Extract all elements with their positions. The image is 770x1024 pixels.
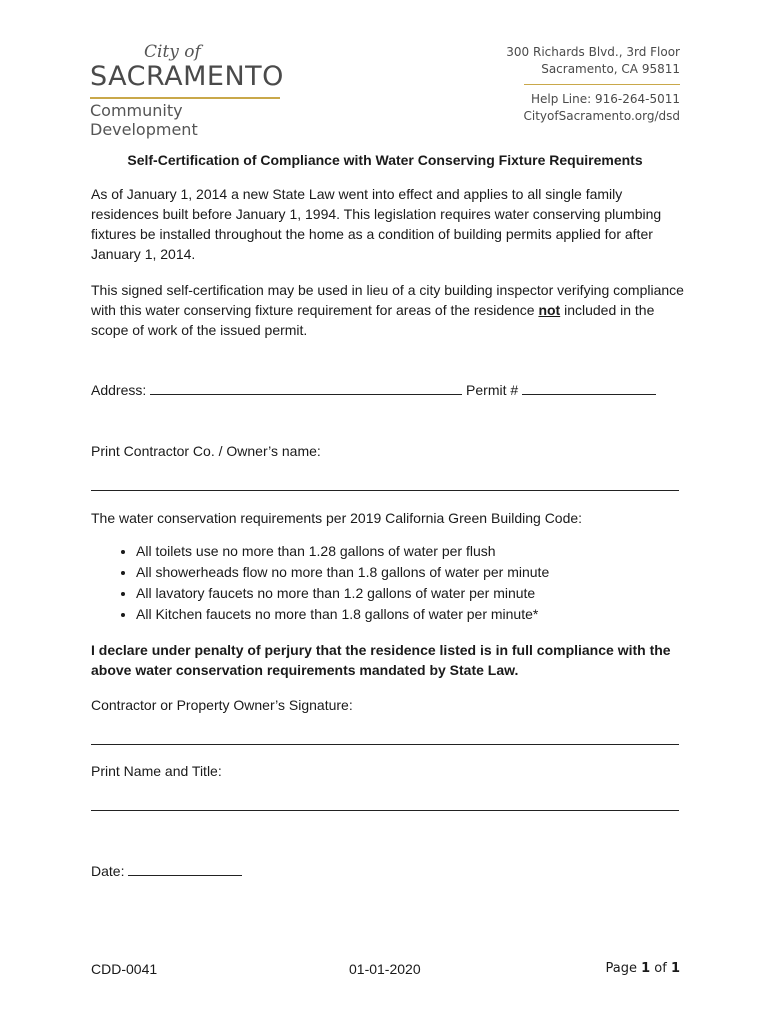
requirements-list (91, 541, 736, 625)
date-row (91, 863, 242, 879)
address-label: Address: (91, 382, 147, 398)
requirement-item: • All lavatory faucets no more than 1.2 gallons of water per minute (136, 583, 736, 604)
requirement-item: • All toilets use no more than 1.28 gallons of water per flush (136, 541, 736, 562)
revision-date: 01-01-2020 (349, 961, 421, 977)
document-title: Self-Certification of Compliance with Water Conserving Fixture Requirements (127, 152, 643, 168)
contractor-label: Print Contractor Co. / Owner’s name: (91, 443, 321, 459)
help-line: Help Line: 916-264-5011 (530, 92, 680, 106)
certification-paragraph (91, 280, 691, 340)
form-code: CDD-0041 (91, 961, 158, 977)
requirements-intro: The water conservation requirements per 2019 California Green Building Code: (91, 510, 583, 526)
page-current: 1 (641, 961, 651, 976)
contractor-name-field[interactable] (91, 490, 679, 491)
page-number (606, 961, 681, 976)
address-field[interactable] (150, 382, 462, 395)
contact-divider (524, 84, 680, 85)
requirement-item: • All showerheads flow no more than 1.8 gallons of water per minute (136, 562, 736, 583)
address-line-1: 300 Richards Blvd., 3rd Floor (506, 45, 680, 59)
permit-label: Permit # (466, 382, 519, 398)
intro-paragraph: As of January 1, 2014 a new State Law went into effect and applies to all single family residences built before January 1, 1994. This legislation requires water conserving plumbing fixtures be installed throughout the home as a condition of building permits applied for after January 1, 2014. (91, 186, 662, 262)
signature-label: Contractor or Property Owner’s Signature: (91, 697, 353, 713)
page-prefix: Page (605, 961, 642, 976)
page-total: 1 (670, 961, 680, 976)
name-title-field[interactable] (91, 810, 679, 811)
perjury-declaration: I declare under penalty of perjury that the residence listed is in full compliance with the above water conservation requirements mandated by State Law. (91, 642, 671, 678)
certification-text-start: This signed self-certification may be used in lieu of a city building inspector verifying compliance with this water conserving fixture requirement for areas of the residence (91, 282, 684, 318)
address-line-2: Sacramento, CA 95811 (541, 62, 680, 76)
contact-block (440, 44, 680, 125)
permit-number-field[interactable] (522, 382, 656, 395)
page-of: of (650, 961, 671, 976)
certification-emphasis: not (538, 302, 561, 318)
name-title-label: Print Name and Title: (91, 763, 222, 779)
date-label: Date: (91, 863, 125, 879)
date-field[interactable] (128, 863, 242, 876)
logo-divider (90, 97, 280, 99)
certification-text-end: included in the scope of work of the issued permit. (91, 302, 655, 338)
logo-city-text: City of (144, 42, 201, 62)
logo-sub-text: Community Development (90, 101, 198, 139)
signature-field[interactable] (91, 744, 679, 745)
website-link[interactable]: CityofSacramento.org/dsd (523, 109, 680, 123)
address-permit-row (91, 382, 656, 398)
requirement-item: • All Kitchen faucets no more than 1.8 gallons of water per minute* (136, 604, 736, 625)
logo-main-text: SACRAMENTO (90, 61, 284, 92)
